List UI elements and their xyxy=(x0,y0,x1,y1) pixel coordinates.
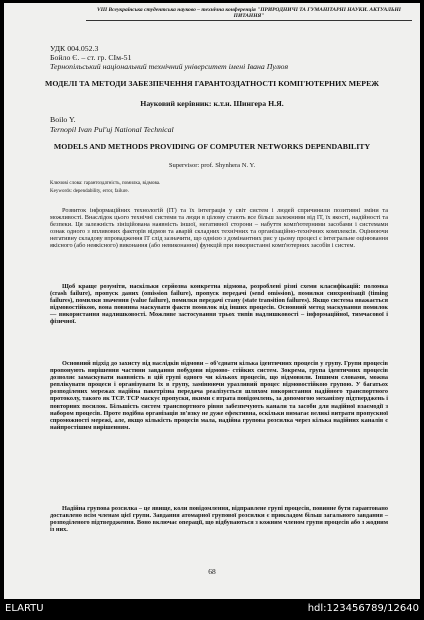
page-number: 68 xyxy=(208,567,216,576)
affiliation-uk: Тернопільський національний технічний університет імені Івана Пулюя xyxy=(50,62,289,71)
running-header: VIII Всеукраїнська студентська науково – технічна конференція "ПРИРОДНИЧІ ТА ГУМАНІТАРНІ НАУКИ. АКТУАЛЬНІ ПИТАННЯ" xyxy=(86,7,412,21)
repository-name: ELARTU xyxy=(5,603,44,614)
paragraph-2: Щоб краще розуміти, наскільки серйозна конкретна відмова, розроблені різні схеми класифікацій: поломка (crash failure), пропуск даних (omission failure), пропуск передачі (send omission), помилки синхронізації (timing failures), помилки значення (value failure), помилки передачі стану (state transition failures). Якщо система вважається відмовостійкою, вона повинна маскувати факти помилок від інших процесів. Основний метод маскування помилок — використання надлишковості. Можливе застосування трьох типів надлишковості – інформаційної, тимчасової і фізичної. xyxy=(50,283,388,326)
paragraph-3: Основний підхід до захисту від наслідків відмови – об'єднати кілька ідентичних процесів у групу. Групи процесів пропонують вирішення частини завдання побудови відмово- стійких систем. Зокрема, група ідентичних процесів дозволяє замаскувати наявність в цій групі одного чи кількох процесів, що відмовили. Іншими словами, можна реплікувати процеси і організувати їх в групу, замінюючи уразливий процес відмовостійкою групою. У багатьох розподілених мережах надійна пакетрізна передача реалізується шляхом використання надійного транспортного протоколу, такого як TCP. TCP маскує пропуски, якими є втрата повідомлень, за допомогою механізму підтверджень і повторних посилок. Більшість систем транспортного рівня забезпечують канали та засоби для надійної взаємодії з набором процесів. Проте подібна організація зв'язку не дуже ефективна, оскільки вимагає великі витрати пропускної спроможності мережі, але, якщо кількість процесів мала, надійна групова розсилка через кілька надійних каналів є найпростішим вирішенням. xyxy=(50,360,388,431)
keywords-uk: Ключові слова: гарантоздатність, помилка, відмова. xyxy=(50,181,161,186)
author-en: Boilo Y. xyxy=(50,115,76,124)
title-uk: МОДЕЛІ ТА МЕТОДИ ЗАБЕЗПЕЧЕННЯ ГАРАНТОЗДАТНОСТІ КОМП'ЮТЕРНИХ МЕРЕЖ xyxy=(45,79,379,88)
document-page xyxy=(4,3,420,599)
udc-code: УДК 004.052.3 xyxy=(50,44,99,53)
keywords-en: Keywords: dependability, error, failure. xyxy=(50,189,129,194)
authors-uk: Бойло Є. – ст. гр. СІм-51 xyxy=(50,53,132,62)
supervisor-uk: Науковий керівник: к.т.н. Шингера Н.Я. xyxy=(140,99,284,108)
supervisor-en: Supervisor: prof. Shynhera N. Y. xyxy=(168,162,256,169)
paragraph-1: Розвиток інформаційних технологій (ІТ) та їх інтеграція у світ систем і людей спричинили позитивні зміни та можливості. Внаслідок цього технічні системи та люди в цілому стають все більш залежними від ІТ, їх якості, надійності та безпеки. Ця залежність зініційована наявність іншої, негативної сторони – набуття комп'ютерними засобами і системами ознак одного з впливових факторів відмов та аварій складних технічних та організаційно-технічних комплексів. Оцінюючи негативну складову впровадження ІТ слід зазначити, що однією з домінантних рис у цьому процесі є інтегральне оцінювання якісного (або неякісного) виконання (або невиконання) функцій при використанні комп'ютерних засобів і систем. xyxy=(50,207,388,250)
paragraph-4: Надійна групова розсилка – це явище, коли повідомлення, відправлене групі процесів, повинне бути гарантовано доставлено всім членам цієї групи. Завдання атомарної групової розсилки є прикладом більш загального завдання – розподіленого підтвердження. Воно включає операції, що відбуваються з кожним членом групи процесів або з жодним із них. xyxy=(50,505,388,534)
affiliation-en: Ternopil Ivan Pul'uj National Technical xyxy=(50,125,174,134)
title-en: MODELS AND METHODS PROVIDING OF COMPUTER NETWORKS DEPENDABILITY xyxy=(53,142,371,151)
handle-id: hdl:123456789/12640 xyxy=(307,603,419,614)
